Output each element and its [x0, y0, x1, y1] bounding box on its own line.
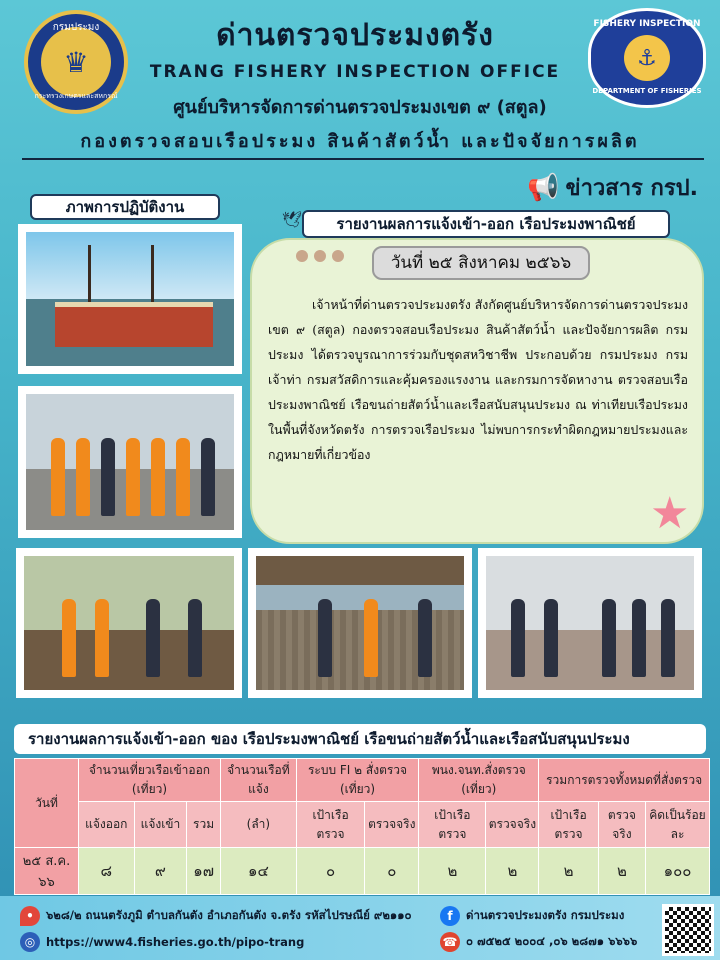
- anchor-icon: ⚓: [624, 35, 670, 81]
- facebook-text[interactable]: ด่านตรวจประมงตรัง กรมประมง: [466, 908, 625, 922]
- table-cell: ๑๔: [220, 848, 296, 895]
- header-officer: พนง.จนท.สั่งตรวจ (เที่ยว): [419, 759, 539, 802]
- sub-header: ตรวจจริง: [486, 802, 539, 848]
- megaphone-icon: 📢: [527, 172, 560, 203]
- sub-header: เป้าเรือตรวจ: [539, 802, 599, 848]
- location-pin-icon: •: [20, 906, 40, 926]
- phone-text: ๐ ๗๕๒๕ ๒๐๐๔ ,๐๖ ๒๘๗๑ ๖๖๖๖: [466, 934, 638, 948]
- sub-header: แจ้งเข้า: [134, 802, 187, 848]
- header-date: วันที่: [15, 759, 79, 848]
- table-cell: ๐: [365, 848, 419, 895]
- website-link[interactable]: https://www4.fisheries.go.th/pipo-trang: [46, 935, 305, 949]
- table-cell: ๒: [598, 848, 645, 895]
- globe-icon: ◎: [20, 932, 40, 952]
- footer-phone: [440, 932, 637, 952]
- header-total: รวมการตรวจทั้งหมดที่สั่งตรวจ: [539, 759, 710, 802]
- left-logo-bottom-text: กระทรวงเกษตรและสหกรณ์: [34, 92, 118, 100]
- table-cell: ๒: [539, 848, 599, 895]
- header-trips: จำนวนเที่ยวเรือเข้าออก (เที่ยว): [79, 759, 221, 802]
- decorative-dots: [296, 250, 344, 262]
- sub-header: รวม: [187, 802, 221, 848]
- photo-inspection-team: [18, 386, 242, 538]
- phone-icon: ☎: [440, 932, 460, 952]
- header-divider: [22, 158, 704, 160]
- header-fi-system: ระบบ FI ๒ สั่งตรวจ (เที่ยว): [296, 759, 418, 802]
- report-table: [14, 758, 710, 895]
- report-date: วันที่ ๒๕ สิงหาคม ๒๕๖๖: [372, 246, 590, 280]
- sub-header: (ลำ): [220, 802, 296, 848]
- table-title: รายงานผลการแจ้งเข้า-ออก ของ เรือประมงพาณิชย์ เรือขนถ่ายสัตว์น้ำและเรือสนับสนุนประมง: [14, 724, 706, 754]
- sub-header: คิดเป็นร้อยละ: [646, 802, 710, 848]
- table-cell: ๐: [296, 848, 365, 895]
- english-title: TRANG FISHERY INSPECTION OFFICE: [149, 62, 561, 82]
- footer-website[interactable]: [20, 932, 304, 952]
- row-date: ๒๕ ส.ค. ๖๖: [15, 848, 79, 895]
- fishery-inspection-logo: [588, 8, 706, 108]
- sub-header: เป้าเรือตรวจ: [419, 802, 486, 848]
- address-text: ๖๒๘/๒ ถนนตรังภูมิ ตำบลกันตัง อำเภอกันตัง จ.ตรัง รหัสไปรษณีย์ ๙๒๑๑๐: [46, 908, 412, 922]
- page-title: ด่านตรวจประมงตรัง: [216, 18, 494, 53]
- right-logo-top-text: FISHERY INSPECTION: [593, 19, 701, 29]
- facebook-icon[interactable]: f: [440, 906, 460, 926]
- table-cell: ๒: [419, 848, 486, 895]
- subtitle-division: กองตรวจสอบเรือประมง สินค้าสัตว์น้ำ และปัจจัยการผลิต: [80, 131, 640, 152]
- footer-address: [20, 906, 412, 926]
- table-cell: ๒: [486, 848, 539, 895]
- qr-code[interactable]: [662, 904, 714, 956]
- footer-facebook[interactable]: [440, 906, 624, 926]
- photo-fishing-boat: [18, 224, 242, 374]
- left-logo-top-text: กรมประมง: [52, 22, 100, 33]
- table-cell: ๘: [79, 848, 135, 895]
- photo-pier-briefing: [248, 548, 472, 698]
- photo-office-inspection: [478, 548, 702, 698]
- report-body: เจ้าหน้าที่ด่านตรวจประมงตรัง สังกัดศูนย์บริหารจัดการด่านตรวจประมง เขต ๙ (สตูล) กองตรวจสอบเรือประมง สินค้าสัตว์น้ำ และปัจจัยการผลิต กรมประมง ได้ตรวจบูรณาการร่วมกับชุดสหวิชาชีพ ประกอบด้วย กรมประมง กรมเจ้าท่า กรมสวัสดิการและคุ้มครองแรงงาน และกรมการจัดหางาน ตรวจสอบเรือประมงพาณิชย์ เรือขนถ่ายสัตว์น้ำและเรือสนับสนุนประมง ณ ท่าเทียบเรือประมงในพื้นที่จังหวัดตรัง การตรวจเรือประมง ไม่พบการกระทำผิดกฎหมายประมงและกฎหมายที่เกี่ยวข้อง: [268, 297, 688, 462]
- report-section-label: รายงานผลการแจ้งเข้า-ออก เรือประมงพาณิชย์: [302, 210, 670, 238]
- news-badge: [527, 170, 698, 205]
- subtitle-center: ศูนย์บริหารจัดการด่านตรวจประมงเขต ๙ (สตูล): [173, 97, 547, 118]
- emblem-icon: ♛: [41, 27, 111, 97]
- sub-header: แจ้งออก: [79, 802, 135, 848]
- right-logo-bottom-text: DEPARTMENT OF FISHERIES: [592, 87, 702, 95]
- table-cell: ๑๐๐: [646, 848, 710, 895]
- sub-header: ตรวจจริง: [365, 802, 419, 848]
- seagull-icon: 🕊: [282, 210, 303, 229]
- photo-document-check: [16, 548, 242, 698]
- table-cell: ๙: [134, 848, 187, 895]
- starfish-icon: ★: [650, 488, 690, 539]
- photos-section-label: ภาพการปฏิบัติงาน: [30, 194, 220, 220]
- news-label: ข่าวสาร กรป.: [565, 176, 698, 201]
- header-boats: จำนวนเรือที่แจ้ง: [220, 759, 296, 802]
- table-cell: ๑๗: [187, 848, 221, 895]
- sub-header: เป้าเรือตรวจ: [296, 802, 365, 848]
- sub-header: ตรวจจริง: [598, 802, 645, 848]
